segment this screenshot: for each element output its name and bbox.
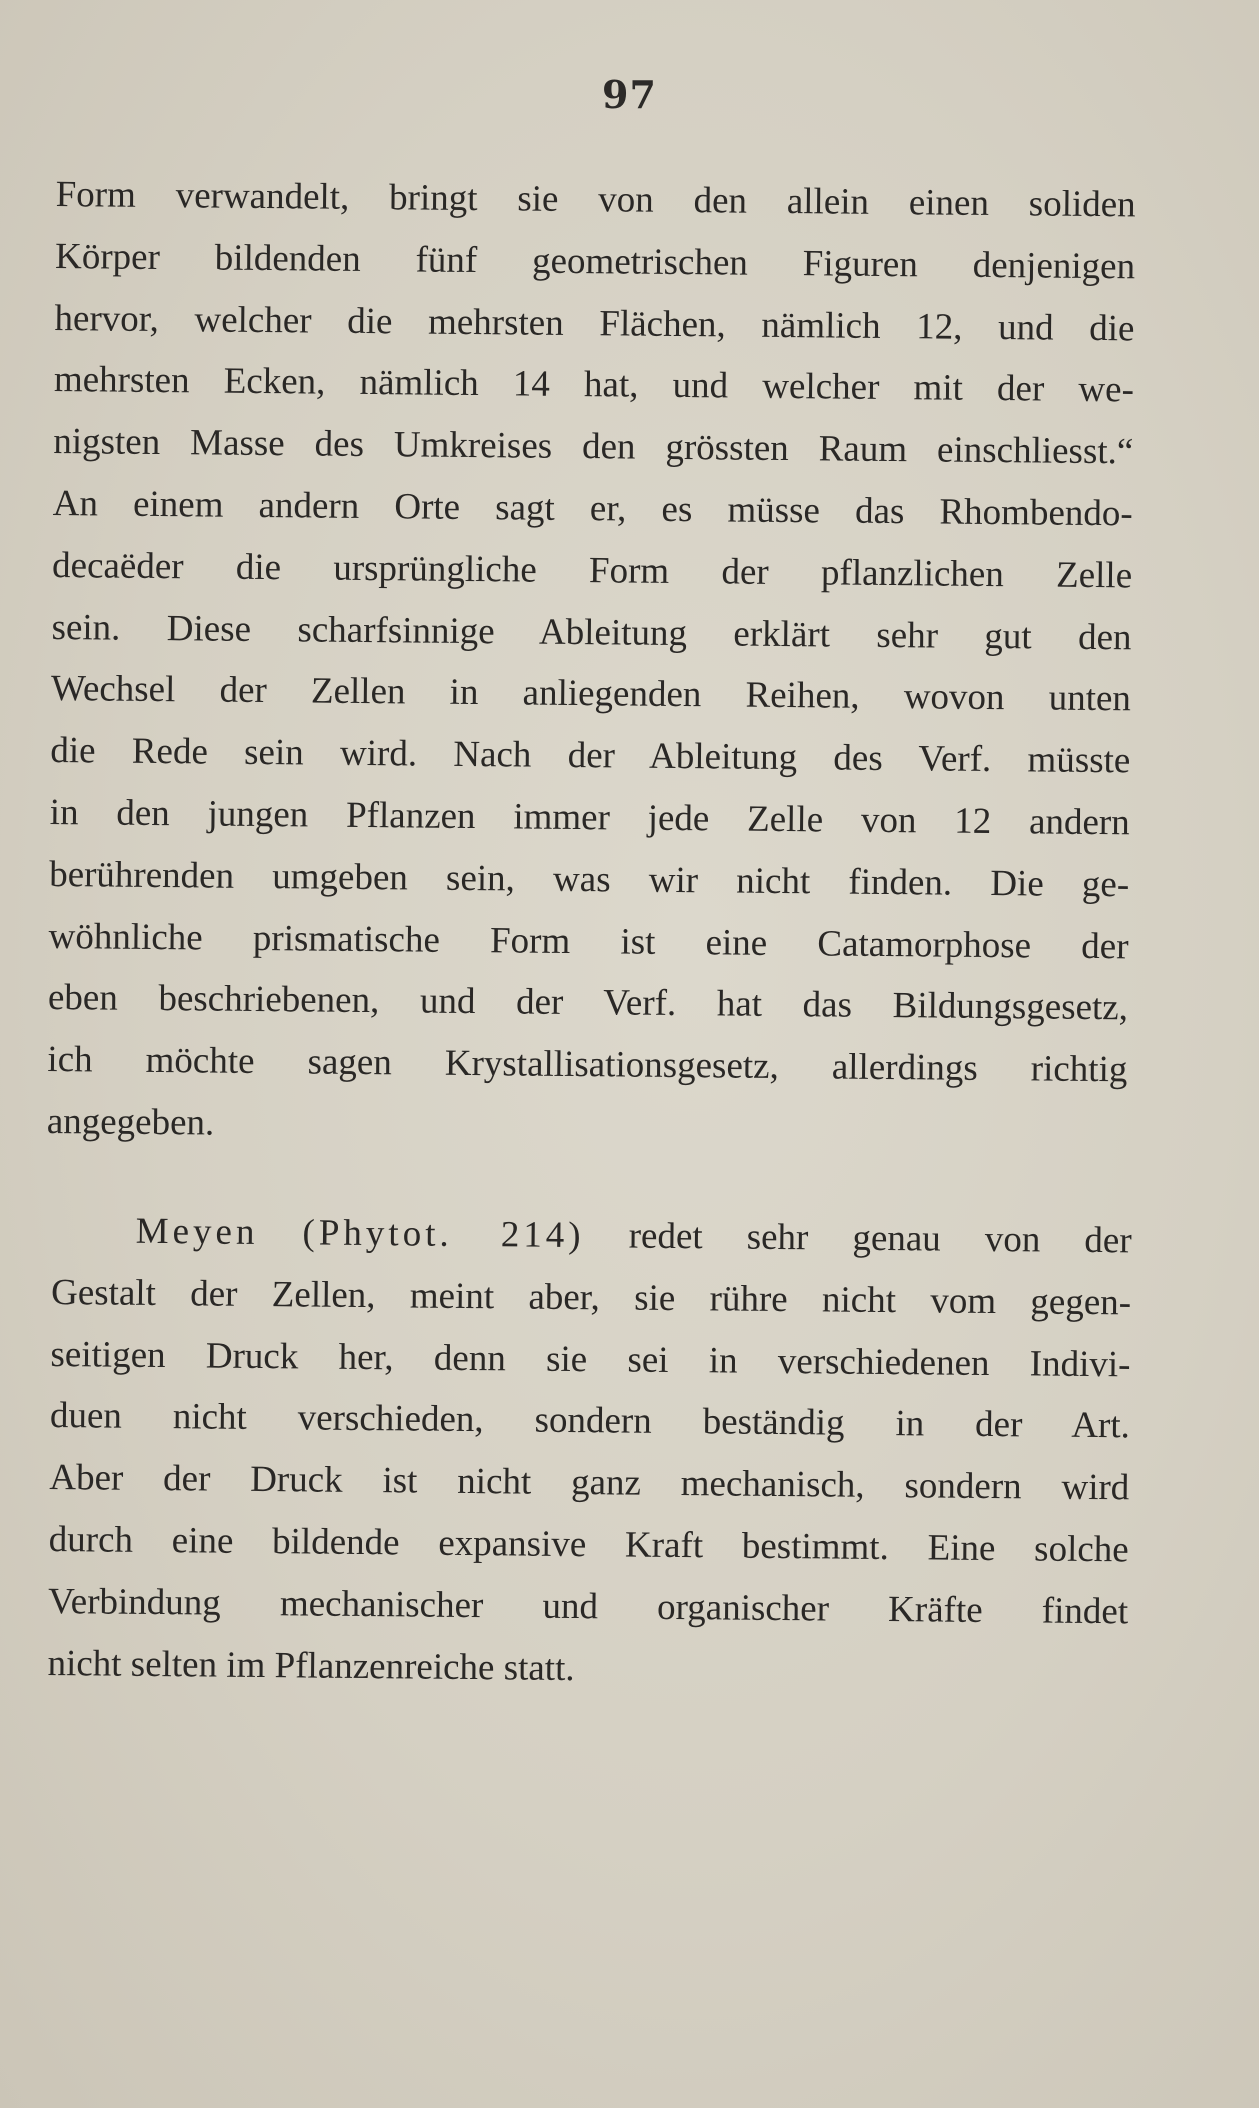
page-number: 97 <box>602 72 657 117</box>
text-line: durch eine bildende expansive Kraft bestimmt. Eine solche <box>48 1518 1129 1571</box>
author-name: Meyen <box>135 1210 259 1253</box>
paragraph-2 <box>47 1200 1132 1705</box>
text-line: wöhnliche prismatische Form ist eine Catamorphose der <box>48 915 1129 967</box>
text-line: Form verwandelt, bringt sie von den allein einen soliden <box>55 173 1136 226</box>
text-line: seitigen Druck her, denn sie sei in verschiedenen Indivi- <box>50 1333 1131 1385</box>
text-line: sein. Diese scharfsinnige Ableitung erklärt sehr gut den <box>51 606 1132 658</box>
citation: (Phytot. 214) <box>302 1212 585 1257</box>
text-line: ich möchte sagen Krystallisationsgesetz, allerdings richtig <box>47 1039 1128 1091</box>
paragraph-2-first-line <box>51 1200 1132 1272</box>
text-fragment: redet sehr genau von der <box>628 1215 1132 1262</box>
paragraph-1 <box>47 164 1136 1163</box>
text-line: mehrsten Ecken, nämlich 14 hat, und welcher mit der we- <box>53 359 1135 411</box>
text-line: An einem andern Orte sagt er, es müsse das Rhombendo- <box>52 482 1133 535</box>
text-line: die Rede sein wird. Nach der Ableitung des Verf. müsste <box>50 730 1131 782</box>
text-line: Verbindung mechanischer und organischer Kräfte findet <box>47 1580 1129 1633</box>
text-line: Wechsel der Zellen in anliegenden Reihen, wovon unten <box>50 668 1132 720</box>
text-line: in den jungen Pflanzen immer jede Zelle von 12 andern <box>49 791 1130 844</box>
text-line: nigsten Masse des Umkreises den grössten Raum einschliesst.“ <box>53 421 1134 473</box>
text-line: duen nicht verschieden, sondern beständig in der Art. <box>49 1395 1131 1447</box>
text-line: nicht selten im Pflanzenreiche statt. <box>47 1642 575 1689</box>
text-line: decaëder die ursprüngliche Form der pflanzlichen Zelle <box>51 544 1133 597</box>
text-line: eben beschriebenen, und der Verf. hat das Bildungsgesetz, <box>47 977 1129 1029</box>
text-line: berührenden umgeben sein, was wir nicht finden. Die ge- <box>48 853 1130 906</box>
text-line: hervor, welcher die mehrsten Flächen, nämlich 12, und die <box>54 297 1135 349</box>
text-line: Aber der Druck ist nicht ganz mechanisch, sondern wird <box>49 1457 1130 1509</box>
text-line: Gestalt der Zellen, meint aber, sie rühre nicht vom gegen- <box>50 1271 1132 1324</box>
text-line: Körper bildenden fünf geometrischen Figuren denjenigen <box>54 235 1136 288</box>
text-line: angegeben. <box>46 1100 215 1144</box>
